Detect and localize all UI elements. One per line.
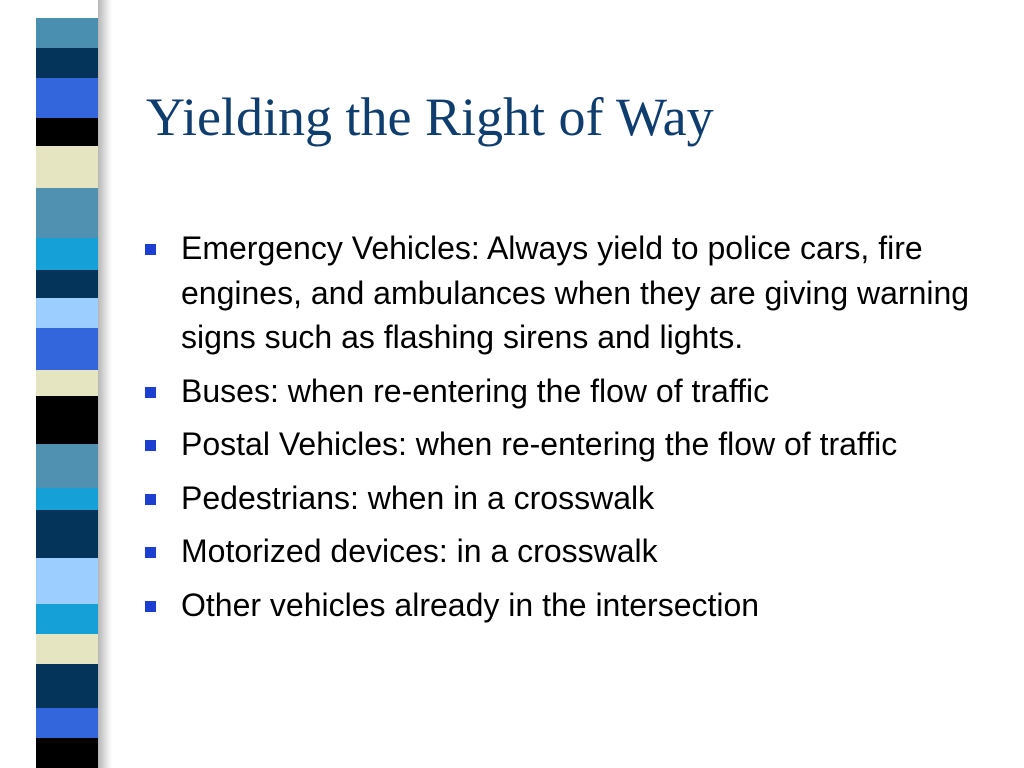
- stripe-shadow: [98, 0, 112, 768]
- stripe-block: [36, 298, 98, 328]
- stripe-block: [36, 78, 98, 118]
- stripe-block: [36, 664, 98, 708]
- bullet-list: [142, 226, 982, 636]
- bullet-text: Pedestrians: when in a crosswalk: [181, 479, 655, 516]
- stripe-block: [36, 238, 98, 270]
- square-bullet-icon: [145, 440, 156, 451]
- decorative-stripe: [36, 0, 98, 768]
- bullet-item: [142, 476, 982, 521]
- stripe-block: [36, 146, 98, 188]
- stripe-block: [36, 396, 98, 444]
- stripe-block: [36, 634, 98, 664]
- bullet-text: Motorized devices: in a crosswalk: [181, 533, 658, 569]
- square-bullet-icon: [145, 601, 156, 612]
- stripe-block: [36, 188, 98, 238]
- bullet-item: [142, 226, 982, 360]
- stripe-block: [36, 444, 98, 488]
- bullet-item: [142, 529, 982, 574]
- bullet-text: Postal Vehicles: when re-entering the flow of traffic: [181, 426, 898, 462]
- stripe-block: [36, 708, 98, 738]
- bullet-item: [142, 369, 982, 414]
- bullet-text: Other vehicles already in the intersection: [181, 586, 760, 623]
- square-bullet-icon: [145, 494, 156, 505]
- stripe-block: [36, 328, 98, 370]
- stripe-block: [36, 118, 98, 146]
- stripe-block: [36, 270, 98, 298]
- stripe-block: [36, 18, 98, 48]
- stripe-block: [36, 510, 98, 558]
- stripe-block: [36, 558, 98, 604]
- bullet-text: Emergency Vehicles: Always yield to police cars, fire engines, and ambulances when they are giving warning signs such as flashing sirens and lights.: [181, 230, 970, 355]
- square-bullet-icon: [145, 244, 156, 255]
- square-bullet-icon: [145, 547, 156, 558]
- stripe-block: [36, 738, 98, 768]
- bullet-item: [142, 583, 982, 628]
- square-bullet-icon: [145, 387, 156, 398]
- stripe-block: [36, 370, 98, 396]
- bullet-item: [142, 422, 982, 467]
- slide-title: Yielding the Right of Way: [146, 87, 714, 147]
- stripe-block: [36, 488, 98, 510]
- stripe-block: [36, 48, 98, 78]
- bullet-text: Buses: when re-entering the flow of traffic: [181, 372, 770, 409]
- stripe-block: [36, 604, 98, 634]
